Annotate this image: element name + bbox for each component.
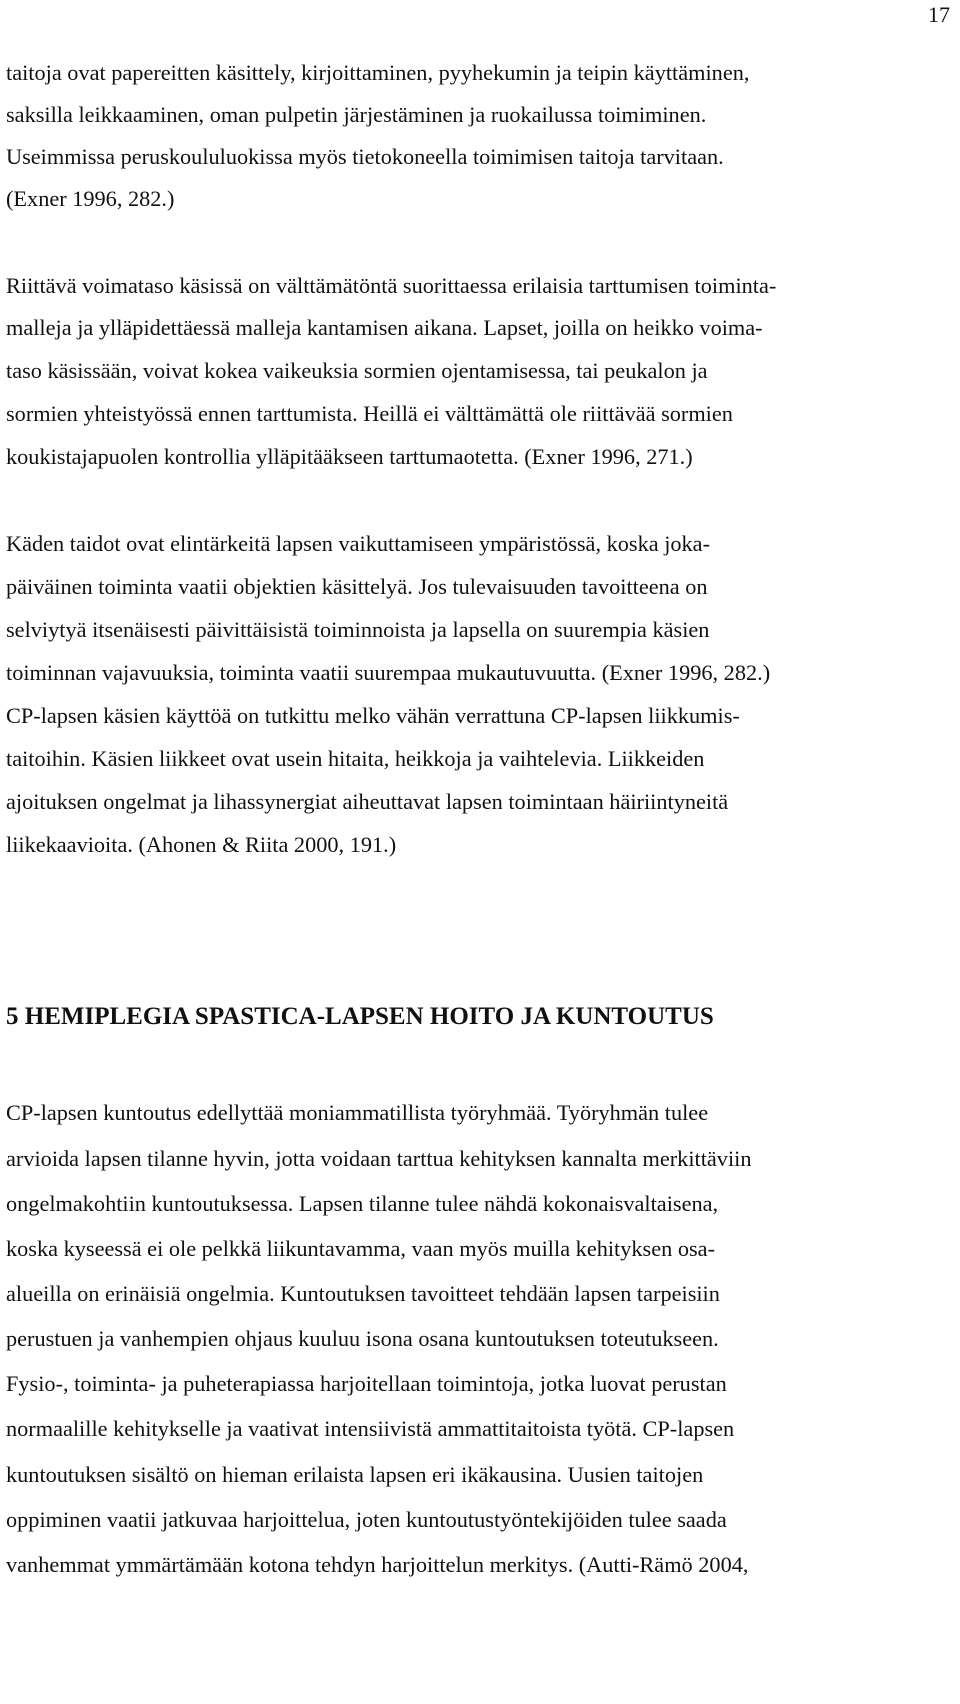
page-number: 17 xyxy=(928,2,950,27)
paragraph-3-line-7: ajoituksen ongelmat ja lihassynergiat aiheuttavat lapsen toimintaan häiriintyneitä xyxy=(6,789,729,814)
paragraph-2-line-4: sormien yhteistyössä ennen tarttumista. Heillä ei välttämättä ole riittävää sormien xyxy=(6,401,733,426)
paragraph-1-line-1: taitoja ovat papereitten käsittely, kirjoittaminen, pyyhekumin ja teipin käyttäminen, xyxy=(6,60,750,85)
final-paragraph-line-10: oppiminen vaatii jatkuvaa harjoittelua, joten kuntoutustyöntekijöiden tulee saada xyxy=(6,1507,727,1532)
final-paragraph-line-3: ongelmakohtiin kuntoutuksessa. Lapsen tilanne tulee nähdä kokonaisvaltaisena, xyxy=(6,1191,719,1216)
final-paragraph-line-9: kuntoutuksen sisältö on hieman erilaista lapsen eri ikäkausina. Uusien taitojen xyxy=(6,1462,704,1487)
final-paragraph-line-11: vanhemmat ymmärtämään kotona tehdyn harjoittelun merkitys. (Autti-Rämö 2004, xyxy=(6,1552,749,1577)
paragraph-3-line-1: Käden taidot ovat elintärkeitä lapsen vaikuttamiseen ympäristössä, koska joka- xyxy=(6,531,711,556)
paragraph-1-line-2: saksilla leikkaaminen, oman pulpetin järjestäminen ja ruokailussa toimiminen. xyxy=(6,102,707,127)
paragraph-3-line-3: selviytyä itsenäisesti päivittäisistä toiminnoista ja lapsella on suurempia käsien xyxy=(6,617,710,642)
paragraph-2-line-3: taso käsissään, voivat kokea vaikeuksia sormien ojentamisessa, tai peukalon ja xyxy=(6,358,708,383)
paragraph-3-line-5: CP-lapsen käsien käyttöä on tutkittu melko vähän verrattuna CP-lapsen liikkumis- xyxy=(6,703,740,728)
final-paragraph-line-1: CP-lapsen kuntoutus edellyttää moniammatillista työryhmää. Työryhmän tulee xyxy=(6,1100,709,1125)
final-paragraph-line-4: koska kyseessä ei ole pelkkä liikuntavamma, vaan myös muilla kehityksen osa- xyxy=(6,1236,715,1261)
final-paragraph-line-8: normaalille kehitykselle ja vaativat intensiivistä ammattitaitoista työtä. CP-lapsen xyxy=(6,1416,735,1441)
paragraph-3-line-6: taitoihin. Käsien liikkeet ovat usein hitaita, heikkoja ja vaihtelevia. Liikkeiden xyxy=(6,746,705,771)
final-paragraph-line-5: alueilla on erinäisiä ongelmia. Kuntoutuksen tavoitteet tehdään lapsen tarpeisiin xyxy=(6,1281,720,1306)
final-paragraph-line-6: perustuen ja vanhempien ohjaus kuuluu isona osana kuntoutuksen toteutukseen. xyxy=(6,1326,719,1351)
paragraph-2-line-1: Riittävä voimataso käsissä on välttämätöntä suorittaessa erilaisia tarttumisen toiminta- xyxy=(6,273,777,298)
paragraph-3-line-4: toiminnan vajavuuksia, toiminta vaatii suurempaa mukautuvuutta. (Exner 1996, 282.) xyxy=(6,660,771,685)
paragraph-2-line-2: malleja ja ylläpidettäessä malleja kantamisen aikana. Lapset, joilla on heikko voima- xyxy=(6,315,763,340)
final-paragraph-line-7: Fysio-, toiminta- ja puheterapiassa harjoitellaan toimintoja, jotka luovat perustan xyxy=(6,1371,727,1396)
paragraph-3-line-8: liikekaavioita. (Ahonen & Riita 2000, 191.) xyxy=(6,832,397,857)
paragraph-3-line-2: päiväinen toiminta vaatii objektien käsittelyä. Jos tulevaisuuden tavoitteena on xyxy=(6,574,708,599)
paragraph-2-line-5: koukistajapuolen kontrollia ylläpitääkseen tarttumaotetta. (Exner 1996, 271.) xyxy=(6,444,693,469)
paragraph-1-line-3: Useimmissa peruskoululuokissa myös tietokoneella toimimisen taitoja tarvitaan. xyxy=(6,144,724,169)
paragraph-1-line-4: (Exner 1996, 282.) xyxy=(6,186,175,211)
section-heading: 5 HEMIPLEGIA SPASTICA-LAPSEN HOITO JA KUNTOUTUS xyxy=(6,1003,714,1030)
final-paragraph-line-2: arvioida lapsen tilanne hyvin, jotta voidaan tarttua kehityksen kannalta merkittäviin xyxy=(6,1146,752,1171)
